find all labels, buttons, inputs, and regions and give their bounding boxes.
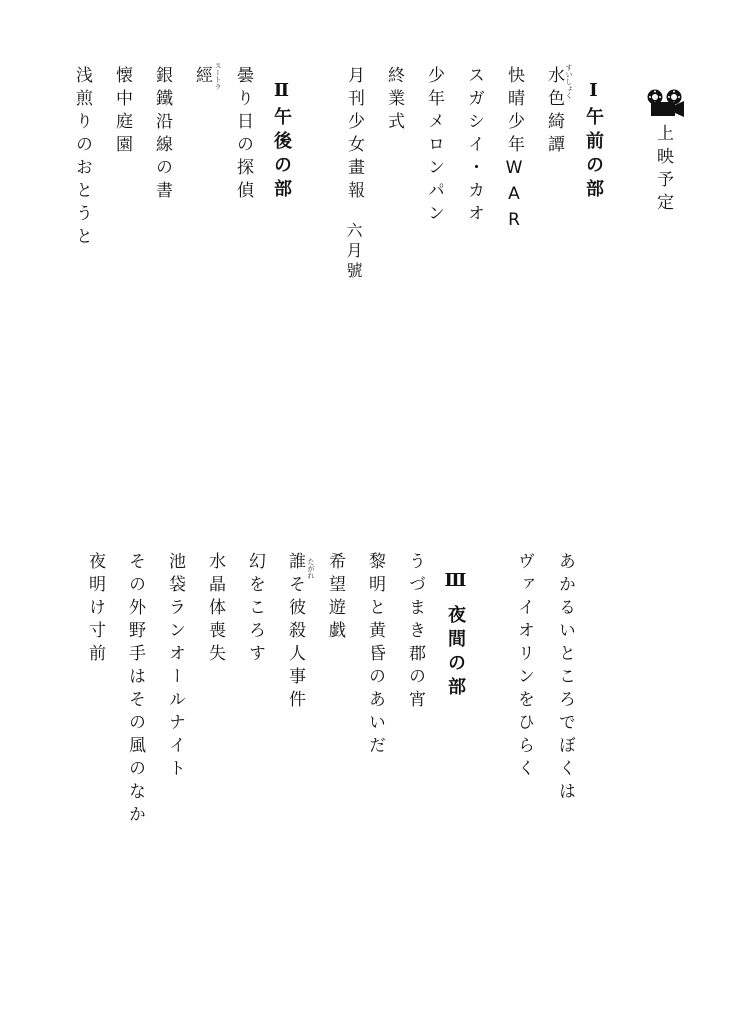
issue-label: 六月號 xyxy=(344,222,363,282)
list-item: 希望遊戯 xyxy=(325,552,345,644)
list-item: あかるいところでぼくは xyxy=(555,552,575,805)
ruby-annotation: スートラ xyxy=(214,62,222,90)
list-item: 浅煎りのおとうと xyxy=(72,66,92,250)
ruby-annotation: たがれ xyxy=(307,558,315,579)
section-numeral-morning: Ⅰ xyxy=(583,80,604,107)
section-title-morning xyxy=(584,80,602,203)
section-numeral-night: Ⅲ xyxy=(445,570,466,597)
list-item: 月刊少女畫報 xyxy=(344,66,364,204)
section-numeral-afternoon: Ⅱ xyxy=(271,80,292,107)
list-item: 池袋ランオールナイト xyxy=(165,552,185,782)
list-item: 幻をころす xyxy=(245,552,265,667)
list-item: スガシイ・カオ xyxy=(464,66,484,227)
list-item: 水色綺譚 xyxy=(544,66,564,158)
header xyxy=(644,88,688,118)
list-item: 終業式 xyxy=(384,66,404,135)
ruby-annotation: すいしょく xyxy=(565,64,573,99)
list-item: ヴァイオリンをひらく xyxy=(514,552,534,782)
list-item: 黎明と黄昏のあいだ xyxy=(365,552,385,759)
header-label: 上映予定 xyxy=(653,124,673,216)
list-item: 夜明け寸前 xyxy=(85,552,105,667)
list-item: 懐中庭園 xyxy=(112,66,132,158)
list-item: 少年メロンパン xyxy=(424,66,444,227)
list-item: 經 xyxy=(192,66,212,89)
list-item: 曇り日の探偵 xyxy=(233,66,253,204)
list-item: 快晴少年WAR xyxy=(504,66,524,236)
list-item: 銀鐵沿線の書 xyxy=(152,66,172,204)
section-title-night xyxy=(446,570,464,701)
list-item: 水晶体喪失 xyxy=(205,552,225,667)
section-title-afternoon xyxy=(272,80,290,203)
section-title-night-text: 夜間の部 xyxy=(445,605,466,701)
section-title-morning-text: 午前の部 xyxy=(583,107,604,203)
list-item: うづまき郡の宵 xyxy=(405,552,425,713)
list-item: その外野手はその風のなか xyxy=(125,552,145,828)
section-title-afternoon-text: 午後の部 xyxy=(271,107,292,203)
movie-camera-icon xyxy=(644,88,688,118)
list-item: 誰そ彼殺人事件 xyxy=(285,552,305,713)
